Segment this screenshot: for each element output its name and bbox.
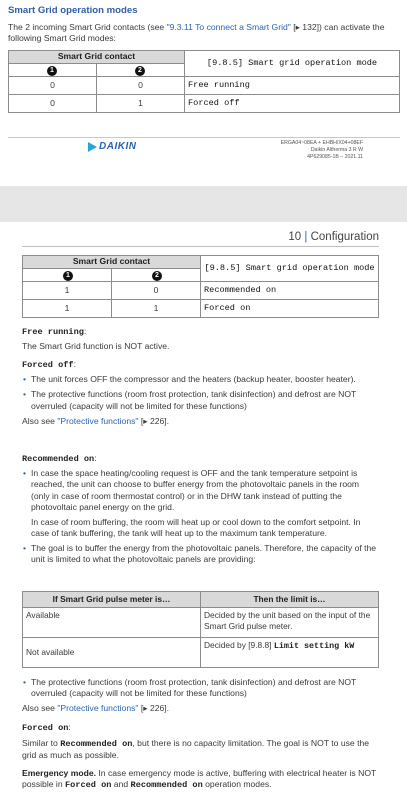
- mode-header: [9.8.5] Smart grid operation mode: [185, 51, 400, 77]
- mode-cell: Free running: [185, 77, 400, 95]
- daikin-logo-icon: [88, 142, 97, 152]
- table-cell: Not available: [23, 637, 201, 667]
- smart-grid-table-2: [22, 255, 379, 318]
- free-running-heading: Free running: [22, 327, 84, 337]
- emergency-heading: Emergency mode.: [22, 768, 97, 778]
- link-protective-functions[interactable]: "Protective functions": [57, 415, 139, 426]
- contact-2-icon: 2: [97, 64, 185, 77]
- page-bottom: [0, 222, 407, 800]
- recommended-on-section: Recommended on: • In case the space heating/cooling request is OFF and the tank temperature setpoint is reached, the unit can choose to buffer energy from the photovoltaic panels in the room (only in case of room thermostat control) or in the DHW tank instead of putting the photovoltaic panel energy on the grid. In case of room buffering, the room will heat up or cool down to the comfort setpoint. In case of tank buffering, the tank will heat up to the maximum tank temperature. • The goal is to buffer the energy from the photovoltaic panels. Therefore, the capacity of the unit is limited to what the photovoltaic panels are providing:: [22, 453, 380, 570]
- table-cell: 1: [23, 300, 112, 318]
- page-gap: [0, 186, 407, 222]
- page-ref[interactable]: [▸ 226].: [138, 415, 170, 426]
- table-cell: 0: [9, 77, 97, 95]
- section-title: Smart Grid operation modes: [8, 5, 138, 16]
- link-protective-functions[interactable]: "Protective functions": [57, 703, 139, 714]
- list-item: • In case the space heating/cooling request is OFF and the tank temperature setpoint is reached, the unit can choose to buffer energy from the photovoltaic panels in the room (only in case of room thermostat control) or in the DHW tank instead of putting the photovoltaic panel energy on the grid. In case of room buffering, the room will heat up or cool down to the comfort setpoint. In case of tank buffering, the tank will heat up to the maximum tank temperature.: [22, 468, 380, 539]
- forced-off-heading: Forced off: [22, 360, 74, 370]
- daikin-logo: DAIKIN: [88, 140, 136, 153]
- footer-divider: [8, 137, 400, 138]
- table-cell: 0: [97, 77, 185, 95]
- table-cell: Available: [23, 607, 201, 637]
- mode-cell: Forced on: [201, 300, 379, 318]
- forced-on-section: Forced on: Similar to Recommended on, but there is no capacity limitation. The goal is NOT to use the grid as much as possible.: [22, 722, 380, 762]
- limit-col-header: If Smart Grid pulse meter is…: [23, 592, 201, 608]
- table-cell: Decided by the unit based on the input of the Smart Grid pulse meter.: [201, 607, 379, 637]
- link-connect-smart-grid[interactable]: "9.3.11 To connect a Smart Grid": [166, 22, 291, 32]
- chapter-divider: [22, 246, 379, 247]
- mode-cell: Forced off: [185, 95, 400, 113]
- recommended-on-tail: [22, 677, 380, 715]
- page-ref[interactable]: [▸ 132]): [290, 22, 322, 32]
- contact-2-icon: 2: [112, 269, 201, 282]
- chapter-header: 10 | Configuration: [288, 231, 379, 243]
- contact-1-icon: 1: [23, 269, 112, 282]
- page-ref[interactable]: [▸ 226].: [138, 703, 170, 714]
- list-item: • The goal is to buffer the energy from the photovoltaic panels. Therefore, the capacity of the unit is limited to what the photovoltaic panels are providing:: [22, 543, 380, 565]
- contact-header: Smart Grid contact: [9, 51, 185, 64]
- table-cell: 1: [112, 300, 201, 318]
- free-running-text: The Smart Grid function is NOT active.: [22, 341, 170, 352]
- forced-on-text: Similar to Recommended on, but there is no capacity limitation. The goal is NOT to use the grid as much as possible.: [22, 738, 370, 761]
- forced-off-section: Forced off: • The unit forces OFF the compressor and the heaters (backup heater, booster heater). • The protective functions (room frost protection, tank disinfection) and defrost are NOT overruled (capacity will not be limited for these functions) Also see "Protective functions" [▸ 226].: [22, 359, 380, 427]
- forced-on-heading: Forced on: [22, 723, 69, 733]
- table-cell: 1: [97, 95, 185, 113]
- list-item: • The unit forces OFF the compressor and the heaters (backup heater, booster heater).: [22, 374, 380, 385]
- table-cell: Decided by [9.8.8] Limit setting kW: [201, 637, 379, 667]
- document-reference: ERGA04~08EA + EHBH/X04+08EF Daikin Altherma 3 R W 4P629085-1B – 2021.11: [280, 140, 363, 161]
- limit-col-header: Then the limit is…: [201, 592, 379, 608]
- page-top: [0, 0, 407, 186]
- mode-header: [9.8.5] Smart grid operation mode: [201, 256, 379, 282]
- table-cell: 0: [9, 95, 97, 113]
- contact-1-icon: 1: [9, 64, 97, 77]
- table-cell: 0: [112, 282, 201, 300]
- intro-paragraph: The 2 incoming Smart Grid contacts (see "9.3.11 To connect a Smart Grid" [▸ 132]) can activate the following Smart Grid modes:: [8, 22, 385, 44]
- emergency-note: Emergency mode. In case emergency mode is active, buffering with electrical heater is NOT possible in Forced on and Recommended on operation modes.: [22, 768, 377, 791]
- mode-cell: Recommended on: [201, 282, 379, 300]
- see-also: Also see "Protective functions" [▸ 226].: [22, 415, 170, 426]
- list-item-subtext: In case of room buffering, the room will heat up or cool down to the comfort setpoint. In case of tank buffering, the tank will heat up to the maximum tank temperature.: [31, 516, 361, 539]
- free-running-section: Free running: The Smart Grid function is NOT active.: [22, 326, 380, 352]
- table-cell: 1: [23, 282, 112, 300]
- list-item: • The protective functions (room frost protection, tank disinfection) and defrost are NOT overruled (capacity will not be limited for these functions): [22, 389, 380, 411]
- see-also: Also see "Protective functions" [▸ 226].: [22, 703, 170, 714]
- contact-header: Smart Grid contact: [23, 256, 201, 269]
- limit-table: [22, 591, 379, 668]
- smart-grid-table-1: [8, 50, 400, 113]
- list-item: • The protective functions (room frost protection, tank disinfection) and defrost are NOT overruled (capacity will not be limited for these functions): [22, 677, 380, 699]
- recommended-on-heading: Recommended on: [22, 454, 95, 464]
